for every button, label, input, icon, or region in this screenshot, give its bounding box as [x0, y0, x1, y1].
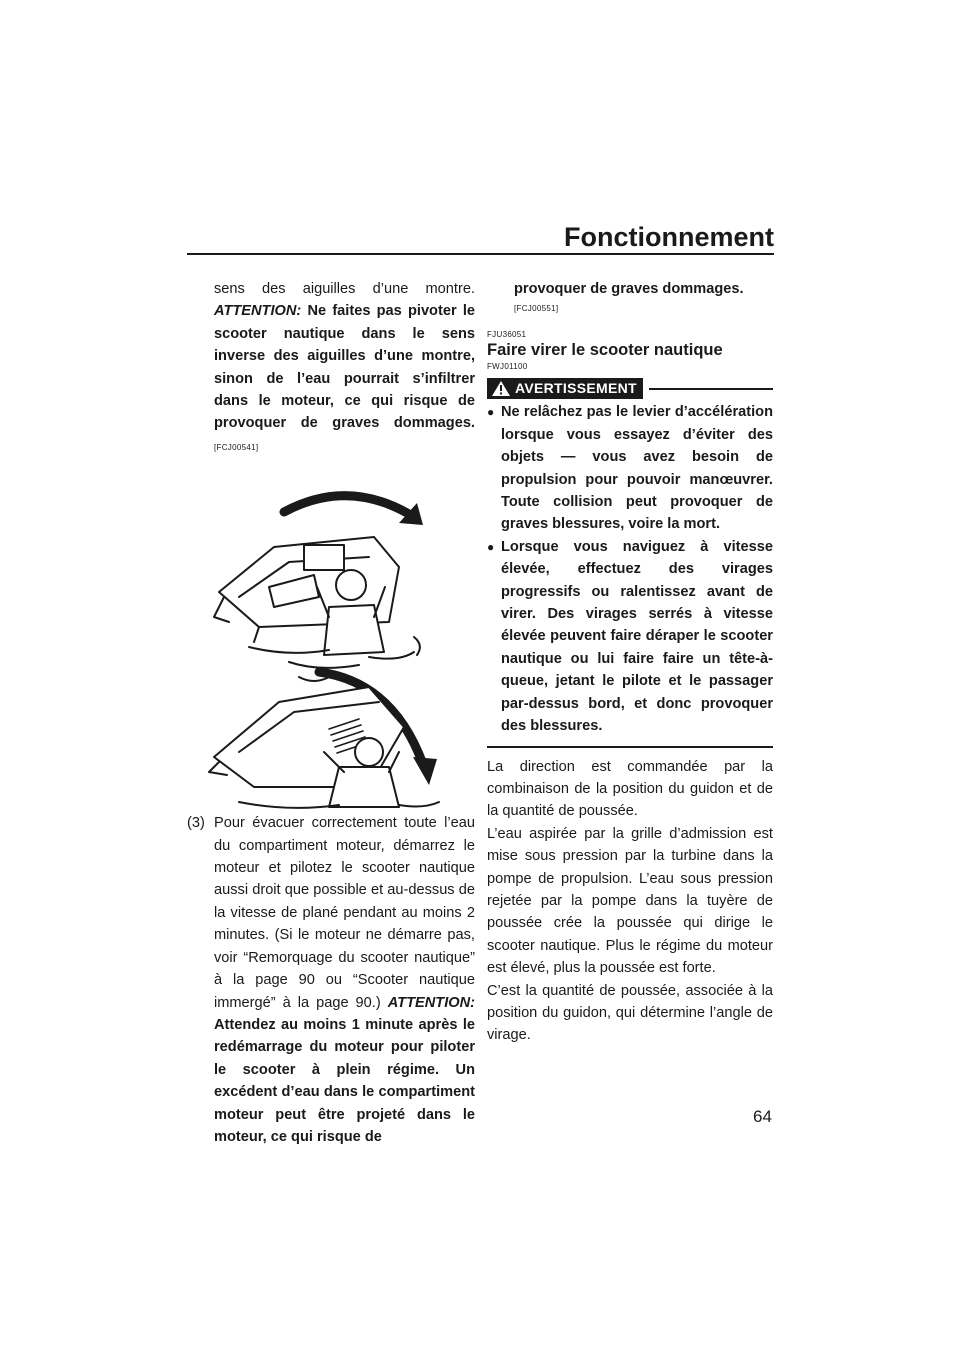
warning-bullet [487, 536, 773, 738]
warning-bullet-text: Ne relâchez pas le levier d’accélération lorsque vous essayez d’éviter des objets — vous avez besoin de propulsion pour pouvoir manœuvrer. Toute collision peut provoquer de graves blessures, voire la mort. [501, 404, 773, 533]
bullet-dot-icon: ● [487, 539, 495, 554]
reference-code: [FCJ00551] [514, 304, 559, 314]
illustration-righting-clockwise [199, 467, 469, 812]
header-rule [187, 253, 774, 255]
section-code: FJU36051 [487, 330, 527, 340]
warning-rule [649, 388, 773, 390]
reference-code: [FCJ00541] [214, 442, 259, 452]
warning-list [487, 401, 773, 737]
right-column [487, 278, 773, 1047]
bullet-dot-icon: ● [487, 405, 495, 420]
step-text: Pour évacuer correctement toute l’eau du compartiment moteur, démarrez le moteur et pilotez le scooter nautique aussi droit que possible et au-dessus de la vitesse de plané pendant au moins 2 minutes. (Si le moteur ne démarre pas, voir “Remorquage du scooter nautique” à la page 90 ou “Scooter nautique immergé” à la page 90.) [214, 815, 475, 1011]
attention-text: Ne faites pas pivoter le scooter nautique dans le sens inverse des aiguilles d’une montre, sinon de l’eau pourrait s’infiltrer dans le moteur, ce qui risque de provoquer de graves dommages. [214, 303, 475, 432]
warning-badge [487, 378, 643, 399]
attention-label: ATTENTION: [214, 303, 302, 320]
warning-label: AVERTISSEMENT [515, 380, 637, 397]
body-paragraph: C’est la quantité de poussée, associée à la position du guidon, qui détermine l’angle de virage. [487, 982, 773, 1044]
warning-code: FWJ01100 [487, 362, 528, 372]
left-column [187, 278, 475, 1148]
step-3 [187, 812, 475, 1148]
continuation-text [187, 278, 475, 459]
continuation-text: provoquer de graves dommages. [514, 281, 744, 297]
body-paragraph: La direction est commandée par la combinaison de la position du guidon et de la quantité de poussée. [487, 758, 773, 820]
warning-triangle-icon [491, 380, 511, 397]
attention-text: Attendez au moins 1 minute après le redémarrage du moteur pour piloter le scooter à plein régime. Un excédent d’eau dans le compartiment moteur peut être projeté dans le moteur, ce qui risque de [214, 1016, 475, 1145]
warning-header [487, 378, 773, 399]
attention-label: ATTENTION: [387, 994, 475, 1011]
warning-box [487, 372, 773, 747]
section-title: Faire virer le scooter nautique [487, 341, 723, 360]
body-paragraph: L’eau aspirée par la grille d’admission est mise sous pression par la turbine dans la pompe de propulsion. L’eau sous pression rejetée par la pompe dans la tuyère de poussée crée la poussée qui dirige le scooter nautique. Plus le régime du moteur est élevé, plus la poussée est forte. [487, 825, 773, 977]
warning-bullet-text: Lorsque vous naviguez à vitesse élevée, effectuez des virages progressifs ou ralentissez avant de virer. Des virages serrés à vitesse élevée peuvent faire déraper le scooter nautique ou lui faire faire un tête-à-queue, jetant le pilote et le passager par-dessus bord, et donc provoquer des blessures. [501, 538, 773, 735]
continuation-sentence: sens des aiguilles d’une montre. [214, 281, 475, 297]
page-number: 64 [753, 1107, 772, 1126]
warning-bullet [487, 401, 773, 535]
page-title: Fonctionnement [564, 222, 774, 252]
step-body [214, 812, 475, 1148]
step-number: (3) [187, 815, 205, 832]
